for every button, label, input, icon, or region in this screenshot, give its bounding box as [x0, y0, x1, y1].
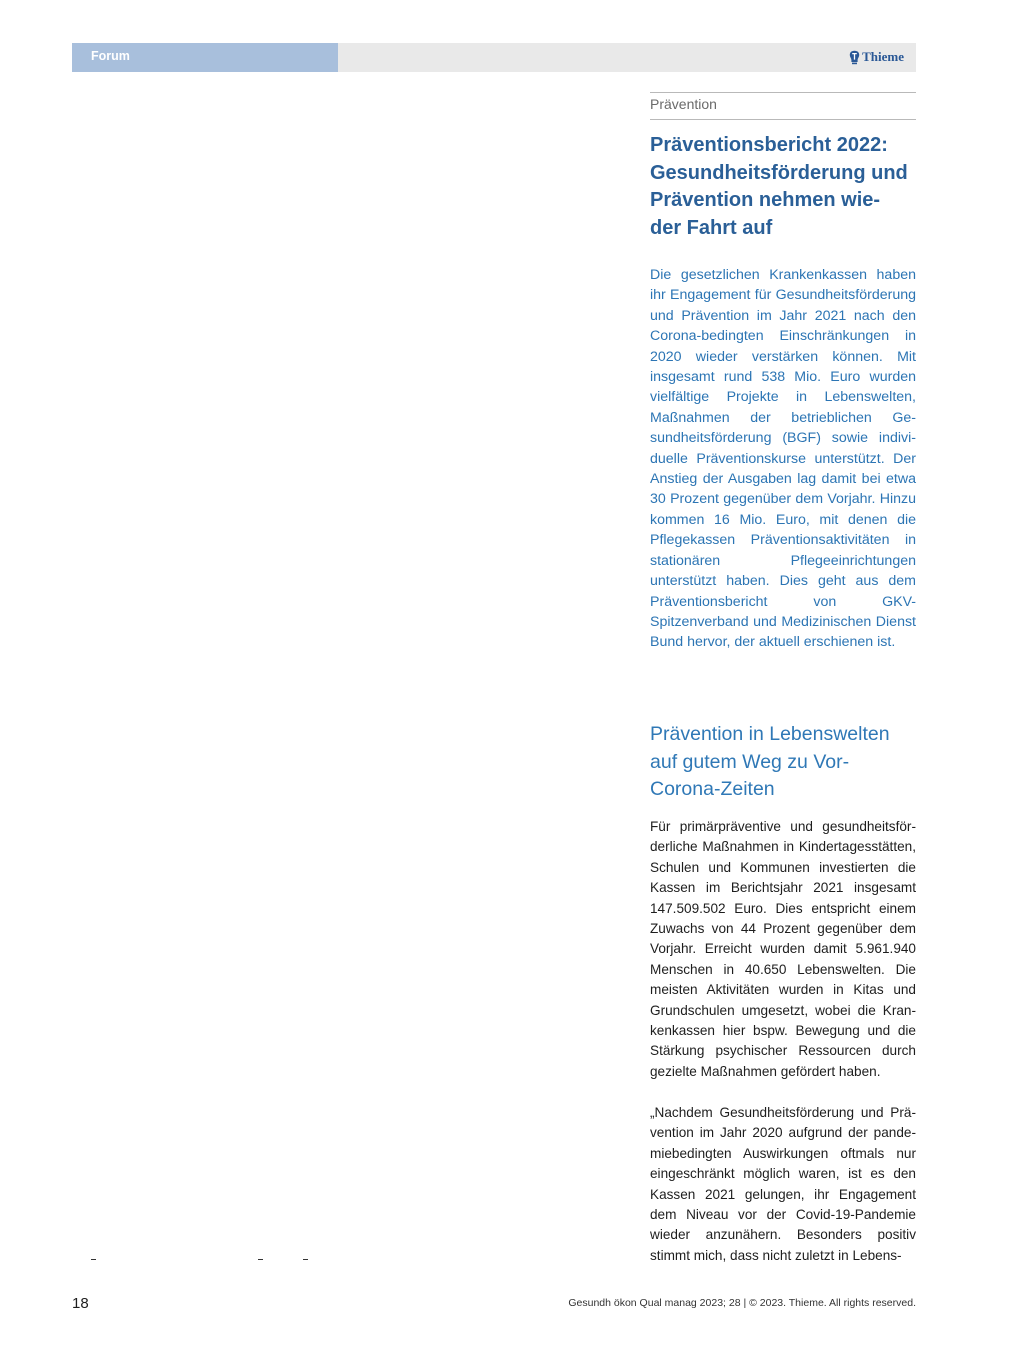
headline-line: Prävention nehmen wie-: [650, 189, 881, 211]
footer-credit: Gesundh ökon Qual manag 2023; 28 | © 2023. Thieme. All rights reserved.: [568, 1297, 916, 1309]
thieme-logo-icon: [849, 50, 860, 65]
section-heading-line: Prävention in Lebenswelten: [650, 723, 890, 745]
left-column-mark: [91, 1259, 96, 1260]
publisher-logo: [849, 49, 904, 65]
page-number: 18: [72, 1295, 89, 1312]
left-column-mark: [258, 1259, 263, 1260]
kicker-top-rule: [650, 92, 916, 93]
body-paragraph: Für primärpräventive und gesundheitsförderliche Maßnahmen in Kindertagesstätten, Schulen und Kommunen investierten die Kassen im Berichtsjahr 2021 insgesamt 147.509.502 Euro. Dies entspricht einem Zuwachs von 44 Prozent gegenüber dem Vorjahr. Erreicht wurden damit 5.961.940 Menschen in 40.650 Lebenswelten. Die meisten Aktivitäten wurden in Kitas und Grundschulen umgesetzt, wobei die Krankenkassen hier bspw. Bewegung und die Stärkung psychischer Ressourcen durch gezielte Maßnahmen gefördert haben.: [650, 819, 916, 1079]
kicker-bottom-rule: [650, 119, 916, 120]
headline-line: Gesundheitsförderung und: [650, 161, 908, 184]
article-lead: Die gesetzlichen Krankenkassen haben ihr Engagement für Gesundheitsförderung und Prävention im Jahr 2021 nach den Corona-bedingten Einschränkungen in 2020 wieder verstärken können. Mit insgesamt rund 538 Mio. Euro wurden vielfältige Projekte in Lebenswelten, Maßnahmen der betrieblichen Gesundheitsförderung (BGF) sowie individuelle Präventionskurse unterstützt. Der Anstieg der Ausgaben lag damit bei etwa 30 Prozent gegenüber dem Vorjahr. Hinzu kommen 16 Mio. Euro, mit denen die Pflegekassen Präventionsaktivitäten in stationären Pflegeeinrichtungen unterstützt haben. Dies geht aus dem Präventionsbericht von GKV-Spitzenverband und Medizinischen Dienst Bund hervor, der aktuell erschienen ist.: [650, 267, 916, 651]
article-kicker: Prävention: [650, 96, 717, 112]
section-heading-line: Corona-Zeiten: [650, 778, 775, 800]
section-heading: [650, 721, 916, 804]
body-paragraph: „Nachdem Gesundheitsförderung und Prävention im Jahr 2020 aufgrund der pandemiebedingten Auswirkungen oftmals nur eingeschränkt möglich waren, ist es den Kassen 2021 gelungen, ihr Engagement dem Niveau vor der Covid-19-Pandemie wieder anzunähern. Besonders positiv stimmt mich, dass nicht zuletzt in Lebens-: [650, 1105, 916, 1263]
publisher-name: Thieme: [862, 49, 904, 64]
left-column-mark: [303, 1259, 308, 1260]
section-tab: [72, 43, 338, 72]
headline-line: der Fahrt auf: [650, 216, 773, 239]
header-bar: [72, 43, 916, 72]
headline-line: Präventionsbericht 2022:: [650, 134, 888, 156]
section-heading-line: auf gutem Weg zu Vor-: [650, 750, 850, 773]
section-label: Forum: [91, 49, 130, 63]
article-headline: [650, 132, 916, 242]
